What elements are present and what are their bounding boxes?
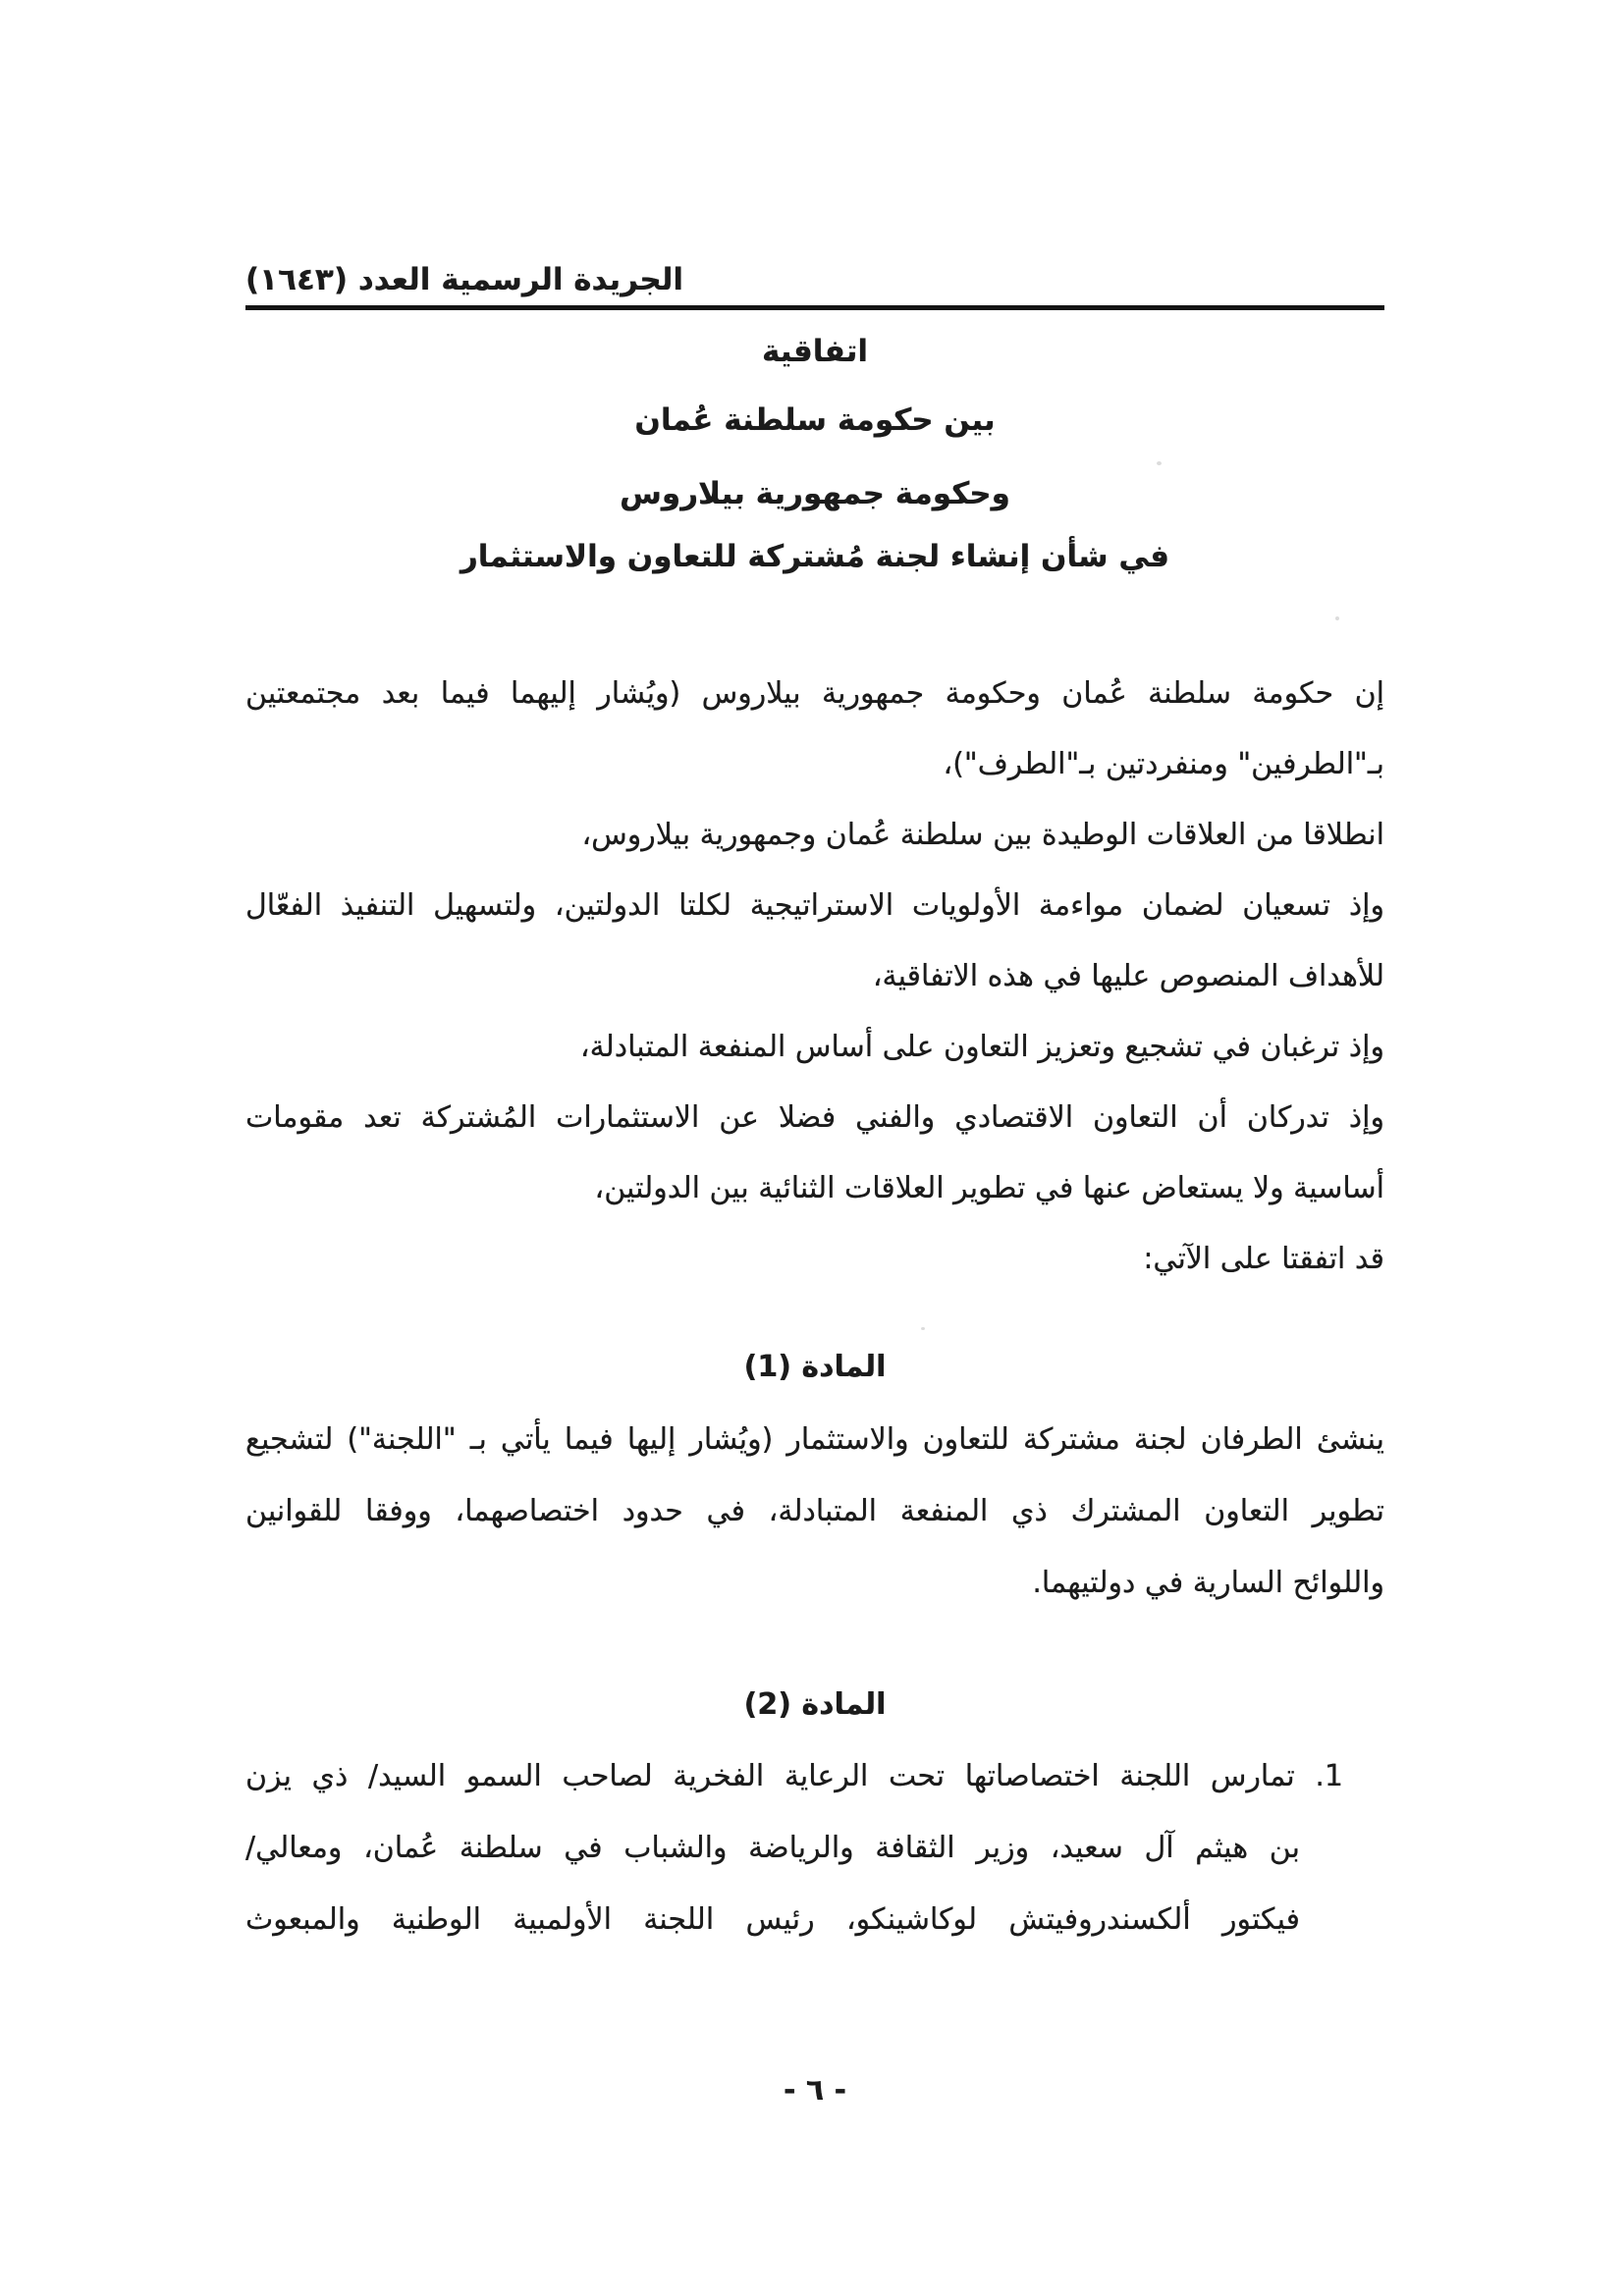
- article-1-line-3: واللوائح السارية في دولتيهما.: [1032, 1566, 1384, 1600]
- preamble-line-6: وإذ ترغبان في تشجيع وتعزيز التعاون على أساس المنفعة المتبادلة،: [579, 1030, 1384, 1064]
- scan-speck: [1157, 461, 1162, 465]
- preamble-line-2: بـ"الطرفين" ومنفردتين بـ"الطرف")،: [943, 747, 1384, 781]
- preamble-line-8: أساسية ولا يستعاض عنها في تطوير العلاقات الثنائية بين الدولتين،: [594, 1171, 1384, 1205]
- scan-speck: [921, 1327, 925, 1330]
- article-1-heading: المادة (1): [743, 1350, 887, 1384]
- article-1-line-2: تطوير التعاون المشترك ذي المنفعة المتبادلة، في حدود اختصاصهما، ووفقا للقوانين: [245, 1494, 1384, 1528]
- preamble-line-1: إن حكومة سلطنة عُمان وحكومة جمهورية بيلاروس (ويُشار إليهما فيما بعد مجتمعتين: [245, 676, 1384, 711]
- header-rule: [245, 305, 1384, 310]
- agreement-title-line-4: في شأن إنشاء لجنة مُشتركة للتعاون والاستثمار: [460, 539, 1170, 574]
- agreement-title-line-2: بين حكومة سلطنة عُمان: [634, 402, 996, 438]
- article-2-item-1-line-2: بن هيثم آل سعيد، وزير الثقافة والرياضة والشباب في سلطنة عُمان، ومعالي/: [245, 1831, 1300, 1865]
- preamble-line-4: وإذ تسعيان لضمان مواءمة الأولويات الاستراتيجية لكلتا الدولتين، ولتسهيل التنفيذ الفعّال: [245, 888, 1384, 923]
- article-2-heading: المادة (2): [743, 1687, 887, 1722]
- page-number: - ٦ -: [783, 2073, 847, 2108]
- preamble-line-3: انطلاقا من العلاقات الوطيدة بين سلطنة عُمان وجمهورية بيلاروس،: [581, 818, 1384, 852]
- gazette-header: الجريدة الرسمية العدد (١٦٤٣): [245, 262, 683, 297]
- agreement-title-line-3: وحكومة جمهورية بيلاروس: [620, 476, 1010, 511]
- preamble-line-5: للأهداف المنصوص عليها في هذه الاتفاقية،: [872, 959, 1384, 993]
- preamble-line-7: وإذ تدركان أن التعاون الاقتصادي والفني فضلا عن الاستثمارات المُشتركة تعد مقومات: [245, 1100, 1384, 1135]
- agreement-title-line-1: اتفاقية: [762, 334, 868, 369]
- article-2-item-1-line-1: 1. تمارس اللجنة اختصاصاتها تحت الرعاية الفخرية لصاحب السمو السيد/ ذي يزن: [245, 1759, 1343, 1793]
- scan-speck: [1335, 616, 1339, 620]
- article-2-item-1-line-3: فيكتور ألكسندروفيتش لوكاشينكو، رئيس اللجنة الأولمبية الوطنية والمبعوث: [245, 1902, 1300, 1937]
- preamble-line-9: قد اتفقتا على الآتي:: [1143, 1242, 1384, 1276]
- article-1-line-1: ينشئ الطرفان لجنة مشتركة للتعاون والاستثمار (ويُشار إليها فيما يأتي بـ "اللجنة") لتشجيع: [245, 1422, 1384, 1457]
